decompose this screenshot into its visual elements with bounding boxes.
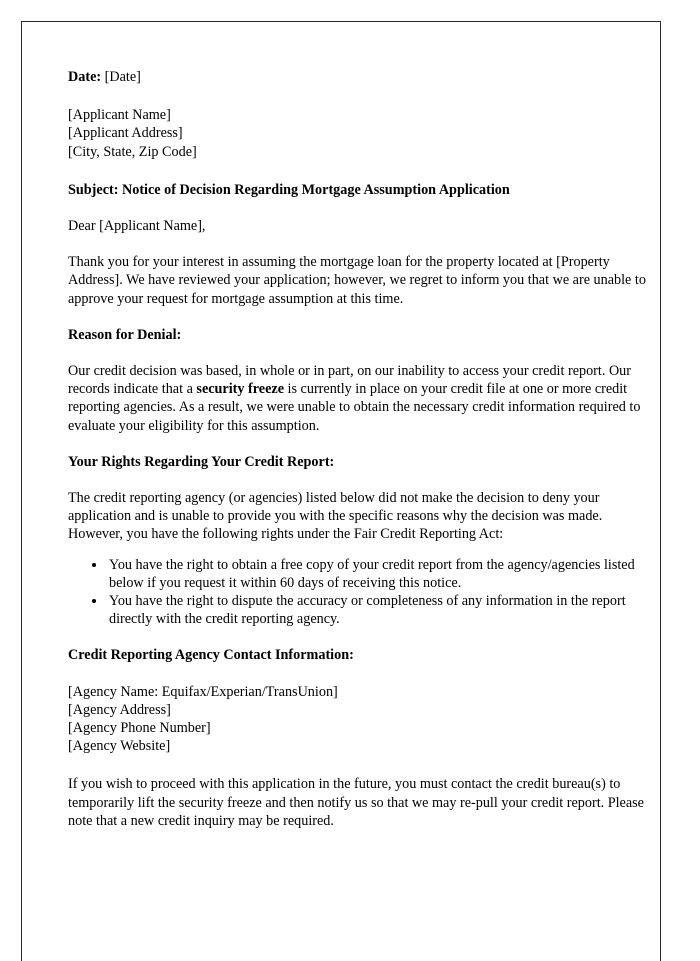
recipient-line-name: [Applicant Name] [68,107,171,124]
agency-contact-heading: Credit Reporting Agency Contact Information: [68,647,354,664]
agency-phone-line: [Agency Phone Number] [68,720,211,737]
date-value: [Date] [104,69,141,85]
agency-address-line: [Agency Address] [68,701,171,718]
document-page [21,21,661,961]
reason-text-part2: is currently in place on your credit file at one or more credit reporting agencies. As a result, we were unable to obtain the necessary credit information required to evaluate your eligibility for this assumption. [68,381,641,434]
reason-for-denial-heading: Reason for Denial: [68,326,182,343]
closing-paragraph: If you wish to proceed with this application in the future, you must contact the credit bureau(s) to temporarily lift the security freeze and then notify us so that we may re-pull your credit report. Please note that a new credit inquiry may be required. [68,776,644,829]
list-item: • You have the right to obtain a free copy of your credit report from the agency/agencies listed below if you request it within 60 days of receiving this notice. [107,556,660,592]
agency-contact-block [68,683,660,756]
document-body [68,68,660,830]
recipient-address-block [68,106,660,161]
recipient-line-address: [Applicant Address] [68,125,183,142]
list-item: • You have the right to dispute the accuracy or completeness of any information in the report directly with the credit reporting agency. [107,592,660,628]
agency-website-line: [Agency Website] [68,738,171,755]
salutation: Dear [Applicant Name], [68,218,206,235]
date-line [68,68,660,86]
reason-for-denial-paragraph [68,362,660,435]
your-rights-paragraph: The credit reporting agency (or agencies) listed below did not make the decision to deny your application and is unable to provide you with the specific reasons why the decision was made. However, you have the following rights under the Fair Credit Reporting Act: [68,490,603,543]
date-label: Date: [68,69,102,85]
subject-line: Subject: Notice of Decision Regarding Mortgage Assumption Application [68,181,510,198]
reason-text-part1: Our credit decision was based, in whole or in part, on our inability to access your credit report. Our records indicate that a [68,363,632,398]
intro-paragraph: Thank you for your interest in assuming the mortgage loan for the property located at [Property Address]. We have reviewed your application; however, we regret to inform you that we are unable to approve your request for mortgage assumption at this time. [68,254,646,307]
agency-name-line: [Agency Name: Equifax/Experian/TransUnion] [68,683,338,700]
recipient-line-city-state-zip: [City, State, Zip Code] [68,143,197,160]
rights-bullet-list [68,556,660,629]
your-rights-heading: Your Rights Regarding Your Credit Report: [68,453,335,470]
security-freeze-emphasis: security freeze [196,381,284,398]
